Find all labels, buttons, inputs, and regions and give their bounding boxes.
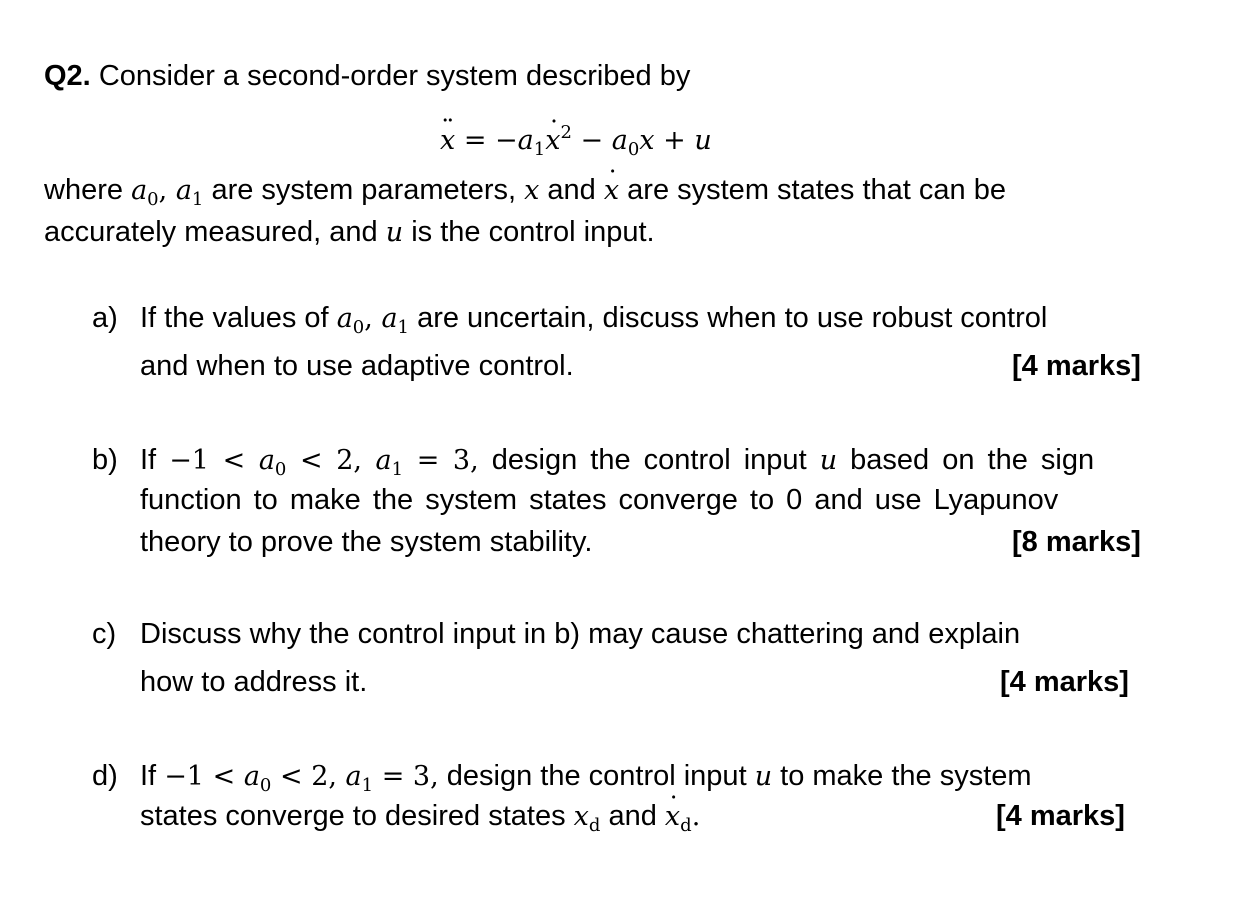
part-d-a1: a [345, 761, 362, 792]
question-intro: Consider a second-order system described by [98, 60, 691, 92]
part-a-params [336, 303, 409, 338]
system-equation [440, 124, 712, 159]
part-b-text-3: based on the sign [850, 444, 1095, 476]
part-d-xd-sub: d [588, 815, 601, 836]
equation-lhs: x ¨ [440, 127, 455, 154]
part-a-text-1: If the values of [140, 302, 329, 334]
desc-states-text: are system states that can be [627, 174, 1006, 206]
desc-measured-text: accurately measured, and [44, 216, 378, 248]
part-d-three: 3, [412, 761, 439, 792]
part-d-two: 2, [311, 761, 337, 792]
desc-input-text: is the control input. [411, 216, 655, 248]
part-d-xd-dot [664, 801, 701, 836]
description-line-2 [44, 218, 655, 247]
part-d-marks: [4 marks] [996, 800, 1125, 832]
part-b-u: u [819, 445, 838, 476]
part-b-line-2: function to make the system states converge to 0 and use Lyapunov [140, 484, 1059, 516]
desc-params-text: are system parameters, [211, 174, 517, 206]
desc-x: x [524, 175, 540, 206]
part-d-and: and [608, 800, 657, 832]
part-a-text-2: are uncertain, discuss when to use robust control [417, 302, 1048, 334]
part-b-line-3: theory to prove the system stability. [140, 526, 593, 558]
part-d-condition [164, 761, 439, 796]
part-d-a0-sub: 0 [259, 775, 272, 796]
part-b-text-2: design the control input [491, 444, 807, 476]
part-d-a1-sub: 1 [361, 775, 374, 796]
equation-equals: = [463, 125, 487, 156]
part-b-a1: a [375, 445, 392, 476]
part-b-lt-2: < [299, 445, 323, 476]
part-d-xd-dot-sub: d [680, 815, 692, 836]
part-d-text-3: to make the system [780, 760, 1032, 792]
equation-a1-sub: 1 [533, 139, 546, 160]
part-d-period: . [691, 801, 701, 832]
part-b-a1-sub: 1 [391, 459, 404, 480]
part-c-marks: [4 marks] [1000, 666, 1129, 698]
part-a-a1: a [381, 303, 398, 334]
part-b-lt-1: < [222, 445, 246, 476]
part-d-neg-one: −1 [164, 761, 204, 792]
desc-u: u [385, 217, 404, 248]
part-d-text-4: states converge to desired states [140, 800, 566, 832]
desc-and: and [547, 174, 596, 206]
part-d-xd-var: x [573, 801, 589, 832]
desc-a1: a [175, 175, 192, 206]
part-d-xd [573, 801, 601, 836]
part-d-label: d) [92, 760, 118, 792]
desc-a0: a [131, 175, 148, 206]
desc-a1-sub: 1 [191, 189, 204, 210]
part-b-marks: [8 marks] [1012, 526, 1141, 558]
question-heading [44, 62, 690, 91]
question-number: Q2. [44, 60, 91, 92]
part-c-line-1: Discuss why the control input in b) may cause chattering and explain [140, 618, 1021, 650]
part-b-condition [169, 445, 479, 480]
part-b-two: 2, [336, 445, 362, 476]
part-a-marks: [4 marks] [1012, 350, 1141, 382]
part-d-lt-1: < [212, 761, 236, 792]
part-b-neg-one: −1 [169, 445, 209, 476]
part-d-u: u [754, 761, 773, 792]
part-d-xd-dot-var: x ˙ [665, 803, 680, 830]
part-b-a0: a [258, 445, 275, 476]
equation-minus: − [580, 125, 604, 156]
part-a-comma: , [364, 303, 373, 334]
part-d-eq: = [381, 761, 405, 792]
part-b-if: If [140, 444, 157, 476]
part-b-eq: = [416, 445, 440, 476]
part-b-a0-sub: 0 [274, 459, 287, 480]
equation-a1: a [517, 125, 534, 156]
part-a-a0: a [336, 303, 353, 334]
equation-plus: + [663, 125, 686, 156]
desc-params [131, 175, 204, 210]
desc-a0-sub: 0 [147, 189, 159, 210]
part-b-three: 3, [452, 445, 479, 476]
desc-comma: , [158, 175, 168, 206]
equation-a0-sub: 0 [627, 139, 640, 160]
part-b-label: b) [92, 444, 118, 476]
part-b-line-1 [140, 446, 1094, 479]
part-a-a1-sub: 1 [397, 317, 409, 338]
part-a-a0-sub: 0 [352, 317, 365, 338]
part-a-label: a) [92, 302, 118, 334]
equation-xdot: x ˙ [545, 127, 560, 154]
part-d-if: If [140, 760, 157, 792]
part-c-label: c) [92, 618, 117, 650]
part-d-line-2 [140, 802, 700, 835]
part-d-lt-2: < [279, 761, 303, 792]
equation-sign: − [495, 125, 518, 156]
part-a-line-1 [140, 304, 1047, 337]
equation-a0: a [611, 125, 628, 156]
equation-power: 2 [560, 122, 572, 143]
desc-xdot: x ˙ [604, 177, 619, 204]
part-d-a0: a [243, 761, 260, 792]
part-d-line-1 [140, 762, 1032, 795]
part-a-line-2: and when to use adaptive control. [140, 350, 574, 382]
description-line-1 [44, 176, 1006, 209]
part-d-text-2: design the control input [446, 760, 747, 792]
equation-u: u [694, 125, 712, 156]
part-c-line-2: how to address it. [140, 666, 368, 698]
desc-where: where [44, 174, 123, 206]
equation-x: x [639, 125, 655, 156]
